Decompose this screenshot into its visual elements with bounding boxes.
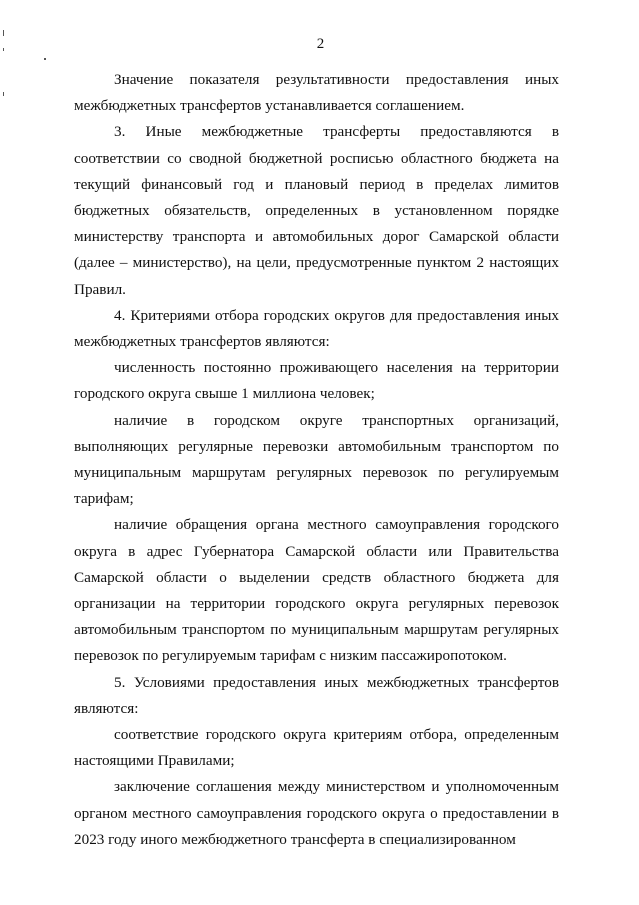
paragraph: наличие в городском округе транспортных организаций, выполняющих регулярные перевозки автомобильным транспортом по муниципальным маршрутам регулярных перевозок по регулируемым тарифам; xyxy=(74,411,559,508)
page-number: 2 xyxy=(316,36,325,52)
scan-mark xyxy=(44,58,46,60)
paragraph: соответствие городского округа критериям отбора, определенным настоящими Правилами; xyxy=(74,726,559,770)
paragraph: численность постоянно проживающего населения на территории городского округа свыше 1 миллиона человек; xyxy=(74,359,559,403)
paragraph: заключение соглашения между министерством и уполномоченным органом местного самоуправления городского округа о предоставлении в 2023 году иного межбюджетного трансферта в специализированном xyxy=(74,778,559,848)
scan-mark xyxy=(3,92,4,96)
paragraph: 3. Иные межбюджетные трансферты предоставляются в соответствии со сводной бюджетной росписью областного бюджета на текущий финансовый год и плановый период в пределах лимитов бюджетных обязательств, определенных в установленном порядке министерству транспорта и автомобильных дорог Самарской области (далее – министерство), на цели, предусмотренные пунктом 2 настоящих Правил. xyxy=(74,123,559,298)
document-body xyxy=(74,67,559,853)
paragraph: наличие обращения органа местного самоуправления городского округа в адрес Губернатора Самарской области или Правительства Самарской области о выделении средств областного бюджета для организации на территории городского округа регулярных перевозок автомобильным транспортом по муниципальным маршрутам регулярных перевозок по регулируемым тарифам с низким пассажиропотоком. xyxy=(74,516,559,665)
paragraph: Значение показателя результативности предоставления иных межбюджетных трансфертов устанавливается соглашением. xyxy=(74,71,559,115)
paragraph: 5. Условиями предоставления иных межбюджетных трансфертов являются: xyxy=(74,673,559,717)
paragraph: 4. Критериями отбора городских округов для предоставления иных межбюджетных трансфертов являются: xyxy=(74,306,559,351)
